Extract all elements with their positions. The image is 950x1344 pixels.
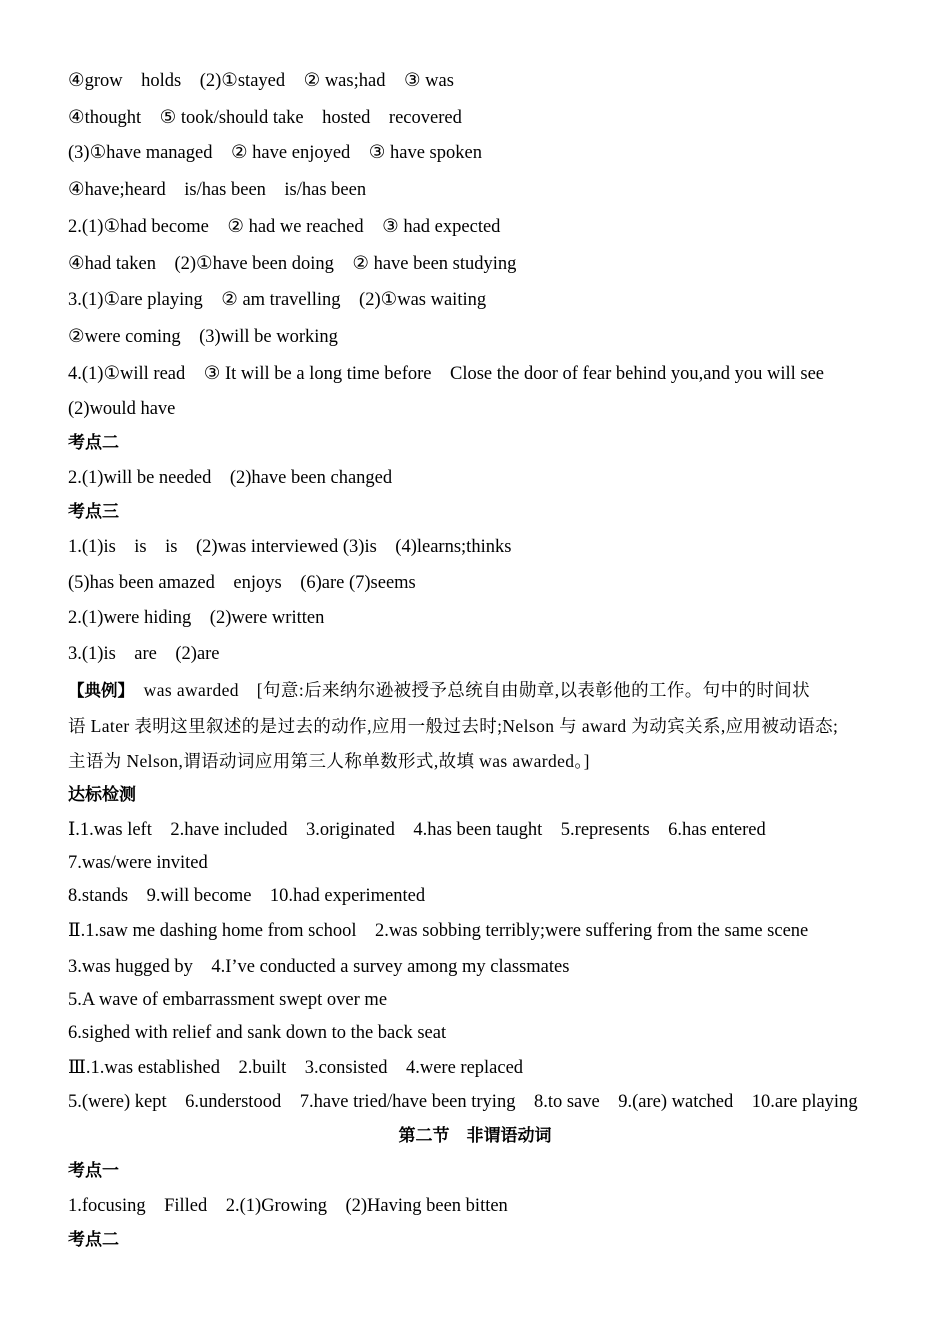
answer-line: Ⅲ.1.was established 2.built 3.consisted 4.were replaced xyxy=(68,1058,524,1078)
answer-line: (3)①have managed ② have enjoyed ③ have spoken xyxy=(68,143,482,163)
section-heading: 考点二 xyxy=(68,1230,119,1250)
answer-line: ②were coming (3)will be working xyxy=(68,327,338,347)
answer-line: (2)would have xyxy=(68,399,176,419)
answer-line: 2.(1)will be needed (2)have been changed xyxy=(68,468,393,488)
section-heading: 考点二 xyxy=(68,433,119,453)
example-text: was awarded [句意:后来纳尔逊被授予总统自由勋章,以表彰他的工作。句中的时间状 xyxy=(125,680,811,700)
answer-line: 8.stands 9.will become 10.had experimented xyxy=(68,886,426,906)
example-line: 主语为 Nelson,谓语动词应用第三人称单数形式,故填 was awarded。] xyxy=(68,751,590,771)
section-heading: 达标检测 xyxy=(68,785,136,805)
answer-line: ④had taken (2)①have been doing ② have been studying xyxy=(68,254,517,274)
answer-line: 5.A wave of embarrassment swept over me xyxy=(68,990,388,1010)
answer-line: ④have;heard is/has been is/has been xyxy=(68,180,367,200)
answer-line: 5.(were) kept 6.understood 7.have tried/have been trying 8.to save 9.(are) watched 10.are playing xyxy=(68,1092,858,1112)
answer-line: 3.(1)①are playing ② am travelling (2)①was waiting xyxy=(68,290,487,310)
answer-line: ④thought ⑤ took/should take hosted recovered xyxy=(68,108,462,128)
example-line: 语 Later 表明这里叙述的是过去的动作,应用一般过去时;Nelson 与 award 为动宾关系,应用被动语态; xyxy=(68,716,839,736)
answer-line: 7.was/were invited xyxy=(68,853,208,873)
answer-line: 3.(1)is are (2)are xyxy=(68,644,220,664)
section-title: 第二节 非谓语动词 xyxy=(398,1126,552,1146)
answer-line: 1.focusing Filled 2.(1)Growing (2)Having been bitten xyxy=(68,1196,508,1216)
answer-line: 6.sighed with relief and sank down to the back seat xyxy=(68,1023,447,1043)
answer-line: 4.(1)①will read ③ It will be a long time before Close the door of fear behind you,and you will see xyxy=(68,364,825,384)
example-tag: 【典例】 xyxy=(68,681,126,700)
answer-line: Ⅱ.1.saw me dashing home from school 2.was sobbing terribly;were suffering from the same scene xyxy=(68,921,809,941)
answer-line: 3.was hugged by 4.I’ve conducted a survey among my classmates xyxy=(68,957,570,977)
answer-line: 2.(1)were hiding (2)were written xyxy=(68,608,325,628)
section-heading: 考点一 xyxy=(68,1161,119,1181)
section-heading: 考点三 xyxy=(68,502,119,522)
answer-line: Ⅰ.1.was left 2.have included 3.originated 4.has been taught 5.represents 6.has entered xyxy=(68,820,766,840)
answer-line: (5)has been amazed enjoys (6)are (7)seems xyxy=(68,573,416,593)
answer-line: 2.(1)①had become ② had we reached ③ had expected xyxy=(68,217,501,237)
answer-line: 1.(1)is is is (2)was interviewed (3)is (4)learns;thinks xyxy=(68,537,512,557)
answer-line: ④grow holds (2)①stayed ② was;had ③ was xyxy=(68,71,454,91)
example-line xyxy=(68,679,890,702)
